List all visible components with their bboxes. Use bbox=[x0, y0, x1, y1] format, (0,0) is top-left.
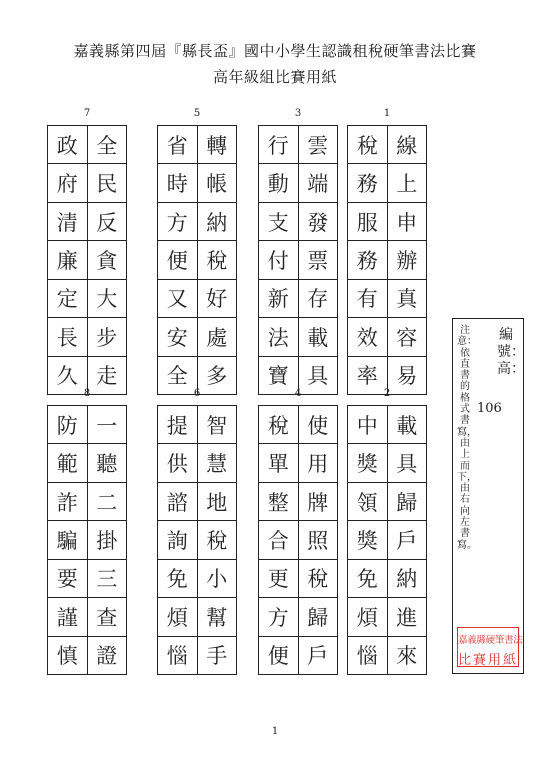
character-cell: 省 bbox=[158, 126, 197, 164]
character-cell: 謹 bbox=[48, 598, 87, 636]
left-column bbox=[348, 406, 388, 674]
character-cell: 存 bbox=[299, 280, 338, 318]
card-number: 1 bbox=[383, 108, 391, 119]
stamp-line-1: 嘉義縣硬筆書法 bbox=[458, 635, 523, 646]
character-cell: 方 bbox=[259, 598, 298, 636]
right-column bbox=[388, 406, 427, 674]
official-stamp bbox=[457, 627, 523, 668]
card-number: 4 bbox=[294, 388, 302, 399]
character-cell: 更 bbox=[259, 560, 298, 598]
card-number: 5 bbox=[193, 108, 201, 119]
card-number: 6 bbox=[193, 388, 201, 399]
serial-code-number: 106 bbox=[477, 401, 502, 416]
form-subtitle: 高年級組比賽用紙 bbox=[212, 68, 337, 86]
character-cell: 煩 bbox=[158, 598, 197, 636]
character-cell: 歸 bbox=[388, 483, 427, 521]
character-cell: 稅 bbox=[198, 241, 237, 279]
character-cell: 惱 bbox=[356, 644, 378, 669]
character-cell: 稅 bbox=[198, 521, 237, 559]
character-cell: 發 bbox=[299, 203, 338, 241]
character-cell: 戶 bbox=[307, 644, 329, 669]
writing-card bbox=[347, 125, 427, 395]
character-cell: 易 bbox=[396, 364, 418, 389]
character-cell: 煩 bbox=[348, 598, 387, 636]
character-cell: 處 bbox=[198, 318, 237, 356]
character-cell: 地 bbox=[198, 483, 237, 521]
character-cell: 三 bbox=[88, 560, 127, 598]
writing-instructions: 注意：依直書的格式書寫，由上而下，由右向左書寫。 bbox=[457, 325, 477, 551]
character-cell: 單 bbox=[259, 444, 298, 482]
character-cell: 好 bbox=[198, 280, 237, 318]
character-cell: 新 bbox=[259, 280, 298, 318]
character-cell: 反 bbox=[88, 203, 127, 241]
character-cell: 多 bbox=[206, 364, 228, 389]
character-cell: 付 bbox=[259, 241, 298, 279]
character-cell: 掛 bbox=[88, 521, 127, 559]
character-cell: 務 bbox=[348, 241, 387, 279]
character-cell: 帳 bbox=[198, 164, 237, 202]
character-cell: 稅 bbox=[348, 126, 387, 164]
character-cell: 幫 bbox=[198, 598, 237, 636]
stamp-line-2: 比賽用紙 bbox=[458, 653, 519, 668]
character-cell: 用 bbox=[299, 444, 338, 482]
character-cell: 上 bbox=[388, 164, 427, 202]
right-column bbox=[198, 406, 237, 674]
character-cell: 真 bbox=[388, 280, 427, 318]
character-cell: 小 bbox=[198, 560, 237, 598]
character-cell: 慧 bbox=[198, 444, 237, 482]
card-number: 7 bbox=[83, 108, 91, 119]
character-cell: 免 bbox=[348, 560, 387, 598]
character-cell: 方 bbox=[158, 203, 197, 241]
character-cell: 範 bbox=[48, 444, 87, 482]
character-cell: 騙 bbox=[48, 521, 87, 559]
character-cell: 安 bbox=[158, 318, 197, 356]
character-cell: 中 bbox=[348, 406, 387, 444]
character-cell: 票 bbox=[299, 241, 338, 279]
character-cell: 具 bbox=[388, 444, 427, 482]
character-cell: 又 bbox=[158, 280, 197, 318]
character-cell: 稅 bbox=[299, 560, 338, 598]
character-cell: 照 bbox=[299, 521, 338, 559]
character-cell: 政 bbox=[48, 126, 87, 164]
character-cell: 貪 bbox=[88, 241, 127, 279]
character-cell: 辦 bbox=[388, 241, 427, 279]
writing-card bbox=[47, 125, 127, 395]
character-cell: 載 bbox=[388, 406, 427, 444]
character-cell: 民 bbox=[88, 164, 127, 202]
character-cell: 時 bbox=[158, 164, 197, 202]
left-column bbox=[48, 406, 88, 674]
left-column bbox=[158, 406, 198, 674]
character-cell: 查 bbox=[88, 598, 127, 636]
character-cell: 戶 bbox=[388, 521, 427, 559]
character-cell: 雲 bbox=[299, 126, 338, 164]
character-cell: 具 bbox=[307, 364, 329, 389]
writing-card bbox=[258, 405, 338, 675]
character-cell: 供 bbox=[158, 444, 197, 482]
character-cell: 大 bbox=[88, 280, 127, 318]
character-cell: 免 bbox=[158, 560, 197, 598]
character-cell: 防 bbox=[48, 406, 87, 444]
page-number: 1 bbox=[271, 726, 279, 737]
right-column bbox=[198, 126, 237, 394]
character-cell: 納 bbox=[198, 203, 237, 241]
character-cell: 全 bbox=[88, 126, 127, 164]
character-cell: 獎 bbox=[348, 444, 387, 482]
character-cell: 法 bbox=[259, 318, 298, 356]
character-cell: 久 bbox=[56, 364, 78, 389]
character-cell: 納 bbox=[388, 560, 427, 598]
character-cell: 全 bbox=[166, 364, 188, 389]
info-panel bbox=[452, 318, 524, 674]
right-column bbox=[299, 126, 338, 394]
character-cell: 稅 bbox=[259, 406, 298, 444]
character-cell: 智 bbox=[198, 406, 237, 444]
left-column bbox=[259, 406, 299, 674]
card-number: 2 bbox=[383, 388, 391, 399]
character-cell: 使 bbox=[299, 406, 338, 444]
card-number: 8 bbox=[83, 388, 91, 399]
character-cell: 合 bbox=[259, 521, 298, 559]
right-column bbox=[88, 126, 127, 394]
character-cell: 便 bbox=[158, 241, 197, 279]
character-cell: 聽 bbox=[88, 444, 127, 482]
character-cell: 定 bbox=[48, 280, 87, 318]
serial-code-label: 編號：高： bbox=[497, 327, 525, 377]
character-cell: 線 bbox=[388, 126, 427, 164]
character-cell: 手 bbox=[206, 644, 228, 669]
character-cell: 領 bbox=[348, 483, 387, 521]
writing-card bbox=[157, 125, 237, 395]
character-cell: 證 bbox=[96, 644, 118, 669]
character-cell: 動 bbox=[259, 164, 298, 202]
character-cell: 廉 bbox=[48, 241, 87, 279]
character-cell: 有 bbox=[348, 280, 387, 318]
character-cell: 寶 bbox=[267, 364, 289, 389]
character-cell: 效 bbox=[348, 318, 387, 356]
character-cell: 長 bbox=[48, 318, 87, 356]
character-cell: 端 bbox=[299, 164, 338, 202]
character-cell: 容 bbox=[388, 318, 427, 356]
character-cell: 申 bbox=[388, 203, 427, 241]
right-column bbox=[299, 406, 338, 674]
left-column bbox=[48, 126, 88, 394]
right-column bbox=[88, 406, 127, 674]
writing-card bbox=[347, 405, 427, 675]
character-cell: 率 bbox=[356, 364, 378, 389]
character-cell: 慎 bbox=[56, 644, 78, 669]
character-cell: 要 bbox=[48, 560, 87, 598]
character-cell: 一 bbox=[88, 406, 127, 444]
left-column bbox=[348, 126, 388, 394]
character-cell: 走 bbox=[96, 364, 118, 389]
character-cell: 來 bbox=[396, 644, 418, 669]
writing-card bbox=[47, 405, 127, 675]
character-cell: 牌 bbox=[299, 483, 338, 521]
character-cell: 清 bbox=[48, 203, 87, 241]
character-cell: 載 bbox=[299, 318, 338, 356]
left-column bbox=[158, 126, 198, 394]
character-cell: 詐 bbox=[48, 483, 87, 521]
character-cell: 獎 bbox=[348, 521, 387, 559]
character-cell: 二 bbox=[88, 483, 127, 521]
writing-card bbox=[258, 125, 338, 395]
character-cell: 步 bbox=[88, 318, 127, 356]
character-cell: 整 bbox=[259, 483, 298, 521]
character-cell: 惱 bbox=[166, 644, 188, 669]
character-cell: 諮 bbox=[158, 483, 197, 521]
right-column bbox=[388, 126, 427, 394]
left-column bbox=[259, 126, 299, 394]
card-number: 3 bbox=[294, 108, 302, 119]
character-cell: 歸 bbox=[299, 598, 338, 636]
character-cell: 進 bbox=[388, 598, 427, 636]
character-cell: 行 bbox=[259, 126, 298, 164]
writing-card bbox=[157, 405, 237, 675]
character-cell: 府 bbox=[48, 164, 87, 202]
character-cell: 服 bbox=[348, 203, 387, 241]
character-cell: 便 bbox=[267, 644, 289, 669]
contest-title: 嘉義縣第四屆『縣長盃』國中小學生認識租稅硬筆書法比賽 bbox=[73, 42, 477, 60]
character-cell: 轉 bbox=[198, 126, 237, 164]
character-cell: 務 bbox=[348, 164, 387, 202]
character-cell: 詢 bbox=[158, 521, 197, 559]
character-cell: 支 bbox=[259, 203, 298, 241]
character-cell: 提 bbox=[158, 406, 197, 444]
